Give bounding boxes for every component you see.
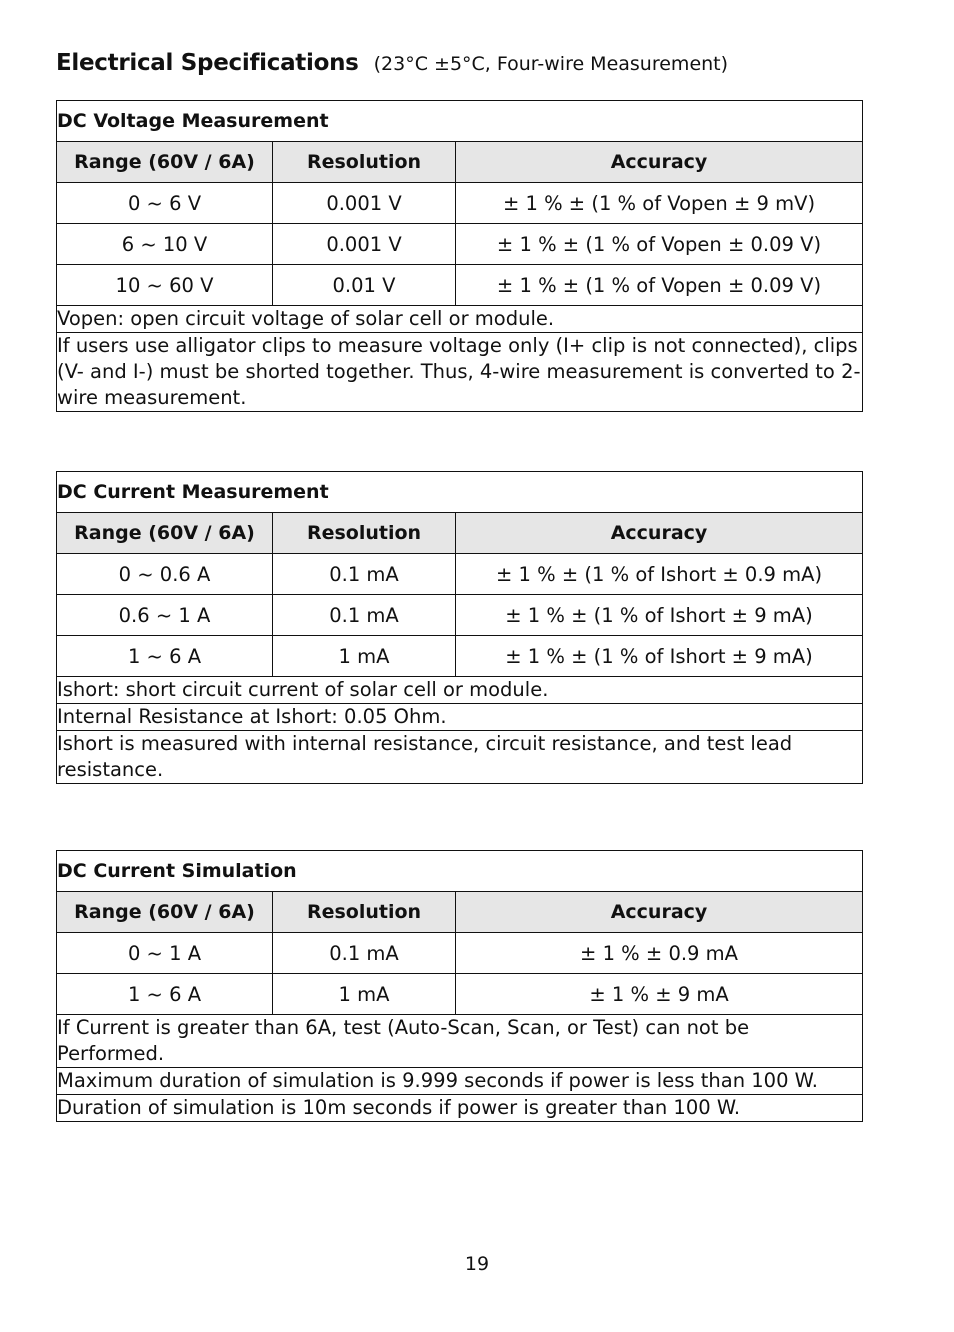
accuracy-cell: ± 1 % ± (1 % of Vopen ± 9 mV) — [456, 183, 863, 224]
resolution-column-header: Resolution — [273, 513, 456, 554]
resolution-cell: 0.1 mA — [273, 933, 456, 974]
table-title-row — [57, 851, 863, 892]
note-text: If users use alligator clips to measure voltage only (I+ clip is not connected), clips (V- and I-) must be shorted together. Thus, 4-wire measurement is converted to 2-wire measurement. — [57, 333, 863, 412]
page-subtitle: (23°C ±5°C, Four-wire Measurement) — [373, 53, 729, 75]
page-title: Electrical Specifications — [56, 50, 359, 76]
resolution-cell: 0.1 mA — [273, 595, 456, 636]
table-title-row — [57, 101, 863, 142]
table-row — [57, 183, 863, 224]
resolution-cell: 1 mA — [273, 636, 456, 677]
page-number: 19 — [464, 1253, 490, 1275]
resolution-column-header: Resolution — [273, 892, 456, 933]
range-cell: 0 ~ 6 V — [57, 183, 273, 224]
note-text: Vopen: open circuit voltage of solar cell or module. — [57, 306, 863, 333]
table-row — [57, 974, 863, 1015]
column-header-row — [57, 142, 863, 183]
resolution-cell: 0.001 V — [273, 224, 456, 265]
note-text: Internal Resistance at Ishort: 0.05 Ohm. — [57, 704, 863, 731]
range-column-header: Range (60V / 6A) — [57, 513, 273, 554]
range-cell: 0 ~ 1 A — [57, 933, 273, 974]
note-text: Ishort: short circuit current of solar cell or module. — [57, 677, 863, 704]
note-row — [57, 1095, 863, 1122]
resolution-cell: 0.01 V — [273, 265, 456, 306]
note-row — [57, 704, 863, 731]
dc-current-table — [56, 471, 863, 784]
accuracy-cell: ± 1 % ± 9 mA — [456, 974, 863, 1015]
table-row — [57, 595, 863, 636]
dc-current-title: DC Current Measurement — [57, 472, 863, 513]
accuracy-cell: ± 1 % ± 0.9 mA — [456, 933, 863, 974]
note-row — [57, 306, 863, 333]
range-cell: 10 ~ 60 V — [57, 265, 273, 306]
column-header-row — [57, 513, 863, 554]
accuracy-cell: ± 1 % ± (1 % of Vopen ± 0.09 V) — [456, 265, 863, 306]
table-row — [57, 554, 863, 595]
range-cell: 6 ~ 10 V — [57, 224, 273, 265]
dc-simulation-title: DC Current Simulation — [57, 851, 863, 892]
column-header-row — [57, 892, 863, 933]
accuracy-column-header: Accuracy — [456, 513, 863, 554]
table-row — [57, 933, 863, 974]
accuracy-column-header: Accuracy — [456, 142, 863, 183]
accuracy-cell: ± 1 % ± (1 % of Ishort ± 0.9 mA) — [456, 554, 863, 595]
note-text: If Current is greater than 6A, test (Auto-Scan, Scan, or Test) can not be Performed. — [57, 1015, 863, 1068]
range-cell: 1 ~ 6 A — [57, 636, 273, 677]
page-header — [56, 50, 728, 76]
dc-simulation-table — [56, 850, 863, 1122]
note-row — [57, 1068, 863, 1095]
range-cell: 0.6 ~ 1 A — [57, 595, 273, 636]
note-row — [57, 333, 863, 412]
resolution-cell: 1 mA — [273, 974, 456, 1015]
table-row — [57, 636, 863, 677]
note-text: Ishort is measured with internal resistance, circuit resistance, and test lead resistance. — [57, 731, 863, 784]
note-text: Maximum duration of simulation is 9.999 seconds if power is less than 100 W. — [57, 1068, 863, 1095]
resolution-cell: 0.1 mA — [273, 554, 456, 595]
table-row — [57, 224, 863, 265]
resolution-column-header: Resolution — [273, 142, 456, 183]
dc-voltage-table — [56, 100, 863, 412]
accuracy-cell: ± 1 % ± (1 % of Ishort ± 9 mA) — [456, 595, 863, 636]
note-row — [57, 1015, 863, 1068]
dc-voltage-title: DC Voltage Measurement — [57, 101, 863, 142]
resolution-cell: 0.001 V — [273, 183, 456, 224]
range-cell: 1 ~ 6 A — [57, 974, 273, 1015]
range-column-header: Range (60V / 6A) — [57, 892, 273, 933]
table-row — [57, 265, 863, 306]
accuracy-column-header: Accuracy — [456, 892, 863, 933]
note-row — [57, 677, 863, 704]
range-cell: 0 ~ 0.6 A — [57, 554, 273, 595]
accuracy-cell: ± 1 % ± (1 % of Ishort ± 9 mA) — [456, 636, 863, 677]
note-row — [57, 731, 863, 784]
note-text: Duration of simulation is 10m seconds if power is greater than 100 W. — [57, 1095, 863, 1122]
accuracy-cell: ± 1 % ± (1 % of Vopen ± 0.09 V) — [456, 224, 863, 265]
range-column-header: Range (60V / 6A) — [57, 142, 273, 183]
table-title-row — [57, 472, 863, 513]
